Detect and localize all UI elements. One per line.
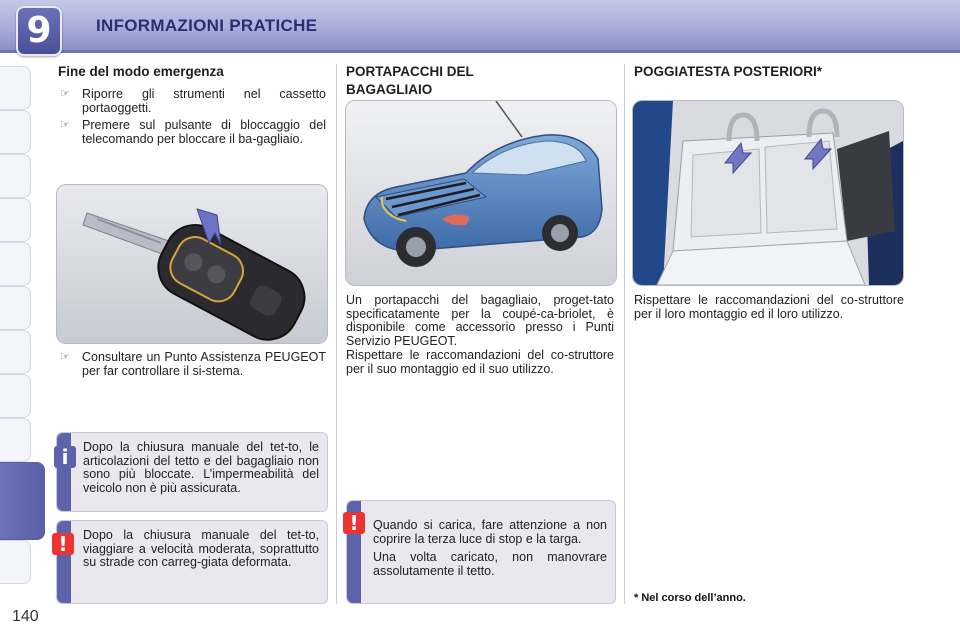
- paragraph: Un portapacchi del bagagliaio, proget-tato specificatamente per la coupé-ca-briolet, è disponibile come accessorio presso i Punti Servizio PEUGEOT.: [346, 293, 614, 348]
- warning-note-line: Quando si carica, fare attenzione a non coprire la terza luce di stop e la targa.: [373, 518, 607, 546]
- warning-note-line: Una volta caricato, non manovrare assolutamente il tetto.: [373, 550, 607, 578]
- list-item: [60, 88, 326, 115]
- info-note-text: Dopo la chiusura manuale del tet-to, le articolazioni del tetto e del bagagliaio non sono più bloccate. L’impermeabilità del veicolo non è più assicurata.: [83, 440, 319, 495]
- footnote: * Nel corso dell’anno.: [634, 592, 746, 604]
- chapter-tab[interactable]: [0, 286, 31, 330]
- chapter-tab[interactable]: [0, 110, 31, 154]
- warning-note: [56, 520, 328, 604]
- exclamation-icon: !: [52, 533, 74, 555]
- pointing-hand-icon: ☞: [60, 88, 70, 100]
- chapter-tab[interactable]: [0, 66, 31, 110]
- warning-note-text: [373, 519, 607, 578]
- chapter-badge: 9: [16, 6, 62, 56]
- info-icon: i: [54, 446, 76, 468]
- column-divider: [624, 64, 625, 604]
- paragraph: Rispettare le raccomandazioni del co-struttore per il loro montaggio ed il loro utilizzo.: [634, 293, 904, 321]
- warning-note-text: Dopo la chiusura manuale del tet-to, viaggiare a velocità moderata, soprattutto su strade con carreg-giata deformata.: [83, 528, 319, 569]
- list-item: [60, 119, 326, 146]
- chapter-tab[interactable]: [0, 154, 31, 198]
- info-note: [56, 432, 328, 512]
- chapter-tab[interactable]: [0, 198, 31, 242]
- chapter-tab[interactable]: [0, 374, 31, 418]
- paragraph: Rispettare le raccomandazioni del co-struttore per il suo montaggio ed il suo utilizzo.: [346, 348, 614, 376]
- exclamation-icon: !: [343, 512, 365, 534]
- page-number: 140: [12, 608, 39, 625]
- pointing-hand-icon: ☞: [60, 351, 70, 363]
- chapter-tab[interactable]: [0, 418, 31, 462]
- column-divider: [336, 64, 337, 604]
- list-item: [60, 351, 326, 378]
- section-heading: POGGIATESTA POSTERIORI*: [634, 64, 823, 79]
- warning-note: [346, 500, 616, 604]
- chapter-tab[interactable]: [0, 540, 31, 584]
- section-heading: PORTAPACCHI DEL BAGAGLIAIO: [346, 64, 474, 97]
- list-item-text: Consultare un Punto Assistenza PEUGEOT per far controllare il si-stema.: [82, 350, 326, 378]
- chapter-tab-active[interactable]: [0, 462, 45, 540]
- list-item-text: Premere sul pulsante di bloccaggio del telecomando per bloccare il ba-gagliaio.: [82, 118, 326, 146]
- rear-headrests-illustration: [632, 100, 904, 286]
- key-remote-illustration: [56, 184, 328, 344]
- list-item-text: Riporre gli strumenti nel cassetto portaoggetti.: [82, 87, 326, 115]
- car-luggage-rack-illustration: [345, 100, 617, 286]
- pointing-hand-icon: ☞: [60, 119, 70, 131]
- chapter-tab[interactable]: [0, 242, 31, 286]
- header-rule: [0, 50, 960, 53]
- bullet-list: [60, 88, 326, 146]
- page-title: INFORMAZIONI PRATICHE: [96, 16, 318, 35]
- section-heading: Fine del modo emergenza: [58, 64, 224, 79]
- chapter-tab[interactable]: [0, 330, 31, 374]
